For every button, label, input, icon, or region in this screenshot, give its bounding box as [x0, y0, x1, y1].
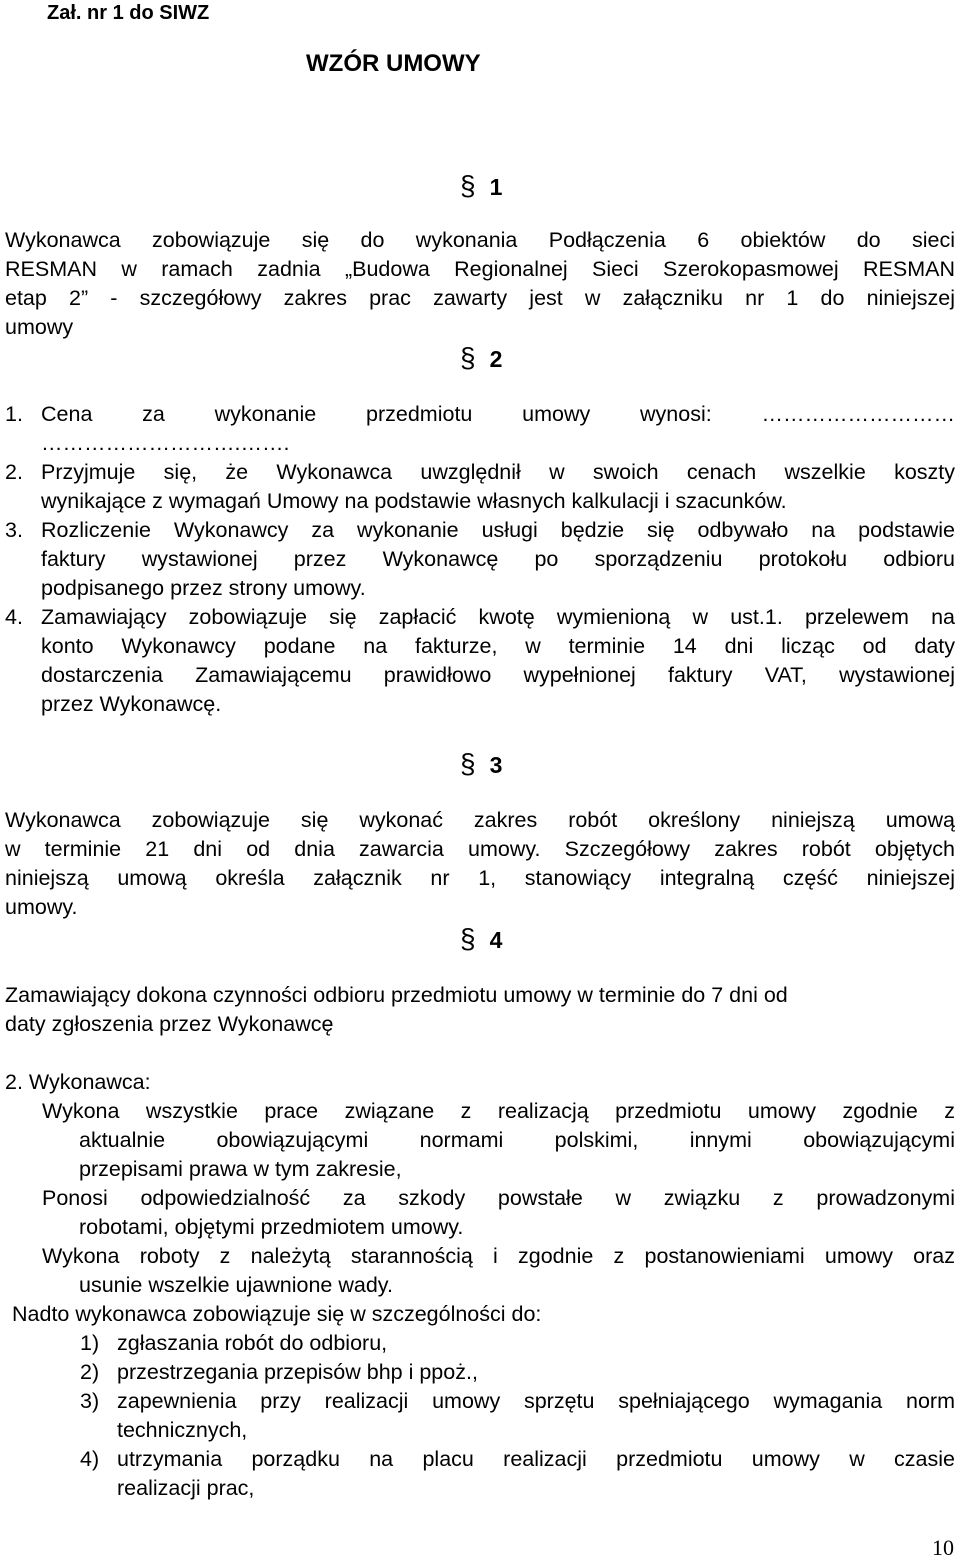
- text-line: technicznych,: [117, 1418, 248, 1442]
- text-line: Przyjmuje się, że Wykonawca uwzględnił w swoich cenach wszelkie koszty: [41, 460, 955, 484]
- text-line: Ponosi odpowiedzialność za szkody powstałe w związku z prowadzonymi: [42, 1186, 955, 1210]
- section-number: 4: [489, 927, 503, 953]
- section-2-item-2: [5, 458, 955, 516]
- text-line: zapewnienia przy realizacji umowy sprzętu spełniającego wymagania norm: [117, 1389, 955, 1413]
- text-line: daty zgłoszenia przez Wykonawcę: [5, 1012, 334, 1036]
- text-line: konto Wykonawcy podane na fakturze, w terminie 14 dni licząc od daty: [41, 634, 955, 658]
- text-line: umowy.: [5, 895, 78, 919]
- text-line: Wykona roboty z należytą starannością i zgodnie z postanowieniami umowy oraz: [42, 1244, 955, 1268]
- page-number: 10: [932, 1535, 954, 1560]
- section-4-heading: [460, 923, 502, 955]
- text-line: w terminie 21 dni od dnia zawarcia umowy. Szczegółowy zakres robót objętych: [5, 837, 955, 861]
- text-line: Wykonawca zobowiązuje się wykonać zakres robót określony niniejszą umową: [5, 808, 955, 832]
- list-number: 1): [80, 1331, 100, 1355]
- annex-label: Zał. nr 1 do SIWZ: [47, 2, 210, 24]
- text-line: podpisanego przez strony umowy.: [41, 576, 366, 600]
- text-line: faktury wystawionej przez Wykonawcę po sporządzeniu protokołu odbioru: [41, 547, 955, 571]
- document-title: WZÓR UMOWY: [306, 50, 481, 77]
- section-4-paragraph-1: [5, 981, 955, 1039]
- section-number: 2: [489, 346, 503, 372]
- text-line: niniejszą umową określa załącznik nr 1, stanowiący integralną część niniejszej: [5, 866, 955, 890]
- section-2-item-4: [5, 603, 955, 719]
- text-line: ……………………….…….: [41, 431, 290, 455]
- text-line: Zamawiający dokona czynności odbioru przedmiotu umowy w terminie do 7 dni od: [5, 983, 788, 1007]
- list-number: 3): [80, 1389, 100, 1413]
- obligation-1: [80, 1329, 955, 1358]
- duty-1: [42, 1097, 955, 1184]
- section-2-item-1: [5, 400, 955, 458]
- text-line: umowy: [5, 315, 74, 339]
- text-line: usunie wszelkie ujawnione wady.: [79, 1273, 393, 1297]
- contractor-heading: 2. Wykonawca:: [5, 1070, 151, 1094]
- text-line: robotami, objętymi przedmiotem umowy.: [79, 1215, 464, 1239]
- obligation-2: [80, 1358, 955, 1387]
- section-2-heading: [460, 342, 502, 374]
- text-line: etap 2” - szczegółowy zakres prac zawarty jest w załączniku nr 1 do niniejszej: [5, 286, 955, 310]
- section-1-text: [5, 226, 955, 342]
- list-number: 2): [80, 1360, 100, 1384]
- text-line: Wykona wszystkie prace związane z realizacją przedmiotu umowy zgodnie z: [42, 1099, 955, 1123]
- text-line: przez Wykonawcę.: [41, 692, 222, 716]
- text-line: Wykonawca zobowiązuje się do wykonania Podłączenia 6 obiektów do sieci: [5, 228, 955, 252]
- text-line: RESMAN w ramach zadnia „Budowa Regionalnej Sieci Szerokopasmowej RESMAN: [5, 257, 955, 281]
- item-number: 4.: [5, 605, 23, 629]
- section-2-item-3: [5, 516, 955, 603]
- text-line: Rozliczenie Wykonawcy za wykonanie usługi będzie się odbywało na podstawie: [41, 518, 955, 542]
- obligation-4: [80, 1445, 955, 1503]
- additional-obligations-intro: Nadto wykonawca zobowiązuje się w szczególności do:: [12, 1302, 542, 1326]
- section-number: 1: [489, 174, 503, 200]
- section-3-text: [5, 806, 955, 922]
- item-number: 2.: [5, 460, 23, 484]
- obligation-3: [80, 1387, 955, 1445]
- text-line: zgłaszania robót do odbioru,: [117, 1331, 388, 1355]
- section-number: 3: [489, 752, 503, 778]
- text-line: przepisami prawa w tym zakresie,: [79, 1157, 402, 1181]
- duty-3: [42, 1242, 955, 1300]
- duty-2: [42, 1184, 955, 1242]
- text-line: Zamawiający zobowiązuje się zapłacić kwotę wymienioną w ust.1. przelewem na: [41, 605, 955, 629]
- text-line: dostarczenia Zamawiającemu prawidłowo wypełnionej faktury VAT, wystawionej: [41, 663, 955, 687]
- section-sign: §: [460, 923, 476, 954]
- section-sign: §: [460, 342, 476, 373]
- text-line: utrzymania porządku na placu realizacji przedmiotu umowy w czasie: [117, 1447, 955, 1471]
- list-number: 4): [80, 1447, 100, 1471]
- section-1-heading: [460, 170, 502, 202]
- text-line: wynikające z wymagań Umowy na podstawie własnych kalkulacji i szacunków.: [41, 489, 787, 513]
- section-sign: §: [460, 748, 476, 779]
- section-3-heading: [460, 748, 502, 780]
- text-line: realizacji prac,: [117, 1476, 255, 1500]
- text-line: Cena za wykonanie przedmiotu umowy wynosi: ………………………: [41, 402, 955, 426]
- item-number: 1.: [5, 402, 23, 426]
- item-number: 3.: [5, 518, 23, 542]
- text-line: przestrzegania przepisów bhp i ppoż.,: [117, 1360, 478, 1384]
- text-line: aktualnie obowiązującymi normami polskimi, innymi obowiązującymi: [79, 1128, 955, 1152]
- section-sign: §: [460, 170, 476, 201]
